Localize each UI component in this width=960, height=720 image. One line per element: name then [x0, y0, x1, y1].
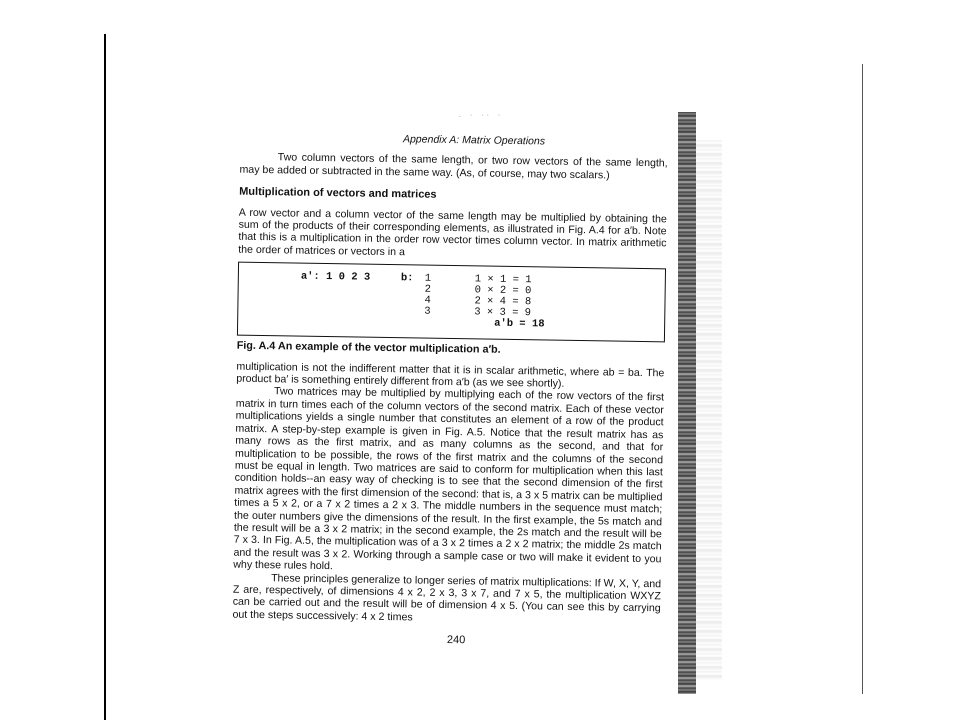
product-line: 0 × 2 = 0: [474, 284, 532, 298]
scan-shadow-edge: [678, 112, 696, 694]
products-column: [474, 275, 531, 320]
figure-caption: Fig. A.4 An example of the vector multiplication a′b.: [236, 339, 501, 357]
figure-box: [237, 262, 666, 343]
left-border-line: [104, 34, 106, 720]
scan-speck: . · ·· ·: [458, 112, 503, 119]
paragraph-two-matrices: Two matrices may be multiplied by multiplying each of the row vectors of the first matrix in turn times each of the column vectors of the second matrix. Each of these vector multiplications yields a single number that constitutes an element of a row of the product matrix. A step-by-step example is given in Fig. A.5. Notice that the result matrix has as many rows as the first matrix, and as many columns as the second, and that for multiplication to be possible, the rows of the first matrix and the columns of the second must be equal in length. Two matrices are said to conform for multiplication when this last condition holds--an easy way of checking is to see that the second dimension of the first matrix agrees with the first dimension of the second: that is, a 3 x 5 matrix can be multiplied times a 5 x 2, or a 7 x 2 times a 2 x 3. The middle numbers in the sequence must match; the outer numbers give the dimensions of the result. In the first example, the 5s match and the result will be a 3 x 2 matrix; in the second example, the 2s match and the result will be 7 x 3. In Fig. A.5, the multiplication was of a 3 x 2 times a 2 x 2 matrix; the middle 2s match and the result was 3 x 2. Working through a sample case or two will make it evident to you why these rules hold.: [233, 385, 665, 573]
vector-element: 1: [424, 272, 432, 285]
vector-element: 3: [424, 305, 431, 318]
running-head: Appendix A: Matrix Operations: [402, 133, 546, 148]
product-line: 3 × 3 = 9: [474, 306, 532, 320]
scanned-page: [232, 125, 668, 668]
page-number: 240: [446, 634, 466, 647]
vector-element: 2: [424, 283, 432, 296]
column-vector-label: b:: [400, 272, 414, 285]
sum-result: a′b = 18: [494, 317, 545, 331]
column-vector-b: [424, 274, 437, 318]
section-heading: Multiplication of vectors and matrices: [239, 185, 437, 201]
product-line: 1 × 1 = 1: [474, 273, 532, 287]
right-border-line: [862, 64, 863, 694]
vector-element: 4: [424, 294, 431, 307]
paragraph-after-figure: multiplication is not the indifferent matter that it is in scalar arithmetic, where ab = ba. The product ba′ is something entirely different from a′b (as we see shortly).: [236, 360, 665, 390]
paragraph-generalize: These principles generalize to longer series of matrix multiplications: If W, X, Y, and Z are, respectively, of dimensions 4 x 2, 2 x 3, 3 x 7, and 7 x 5, the multiplication WXYZ can be carried out and the result will be of dimension 4 x 5. (You can see this by carrying out the steps successively: 4 x 2 times: [232, 571, 662, 624]
intro-paragraph: Two column vectors of the same length, or two row vectors of the same length, may be added or subtracted in the same way. (As, of course, may two scalars.): [239, 151, 668, 182]
row-vector-a: a′: 1 0 2 3: [300, 270, 371, 284]
scan-noise: [696, 140, 722, 680]
section-paragraph: A row vector and a column vector of the same length may be multiplied by obtaining the sum of the products of their corresponding elements, as illustrated in Fig. A.4 for a′b. Note that this is a multiplication in the order row vector times column vector. In matrix arithmetic the order of matrices or vectors in a: [238, 206, 667, 259]
product-line: 2 × 4 = 8: [474, 295, 532, 309]
